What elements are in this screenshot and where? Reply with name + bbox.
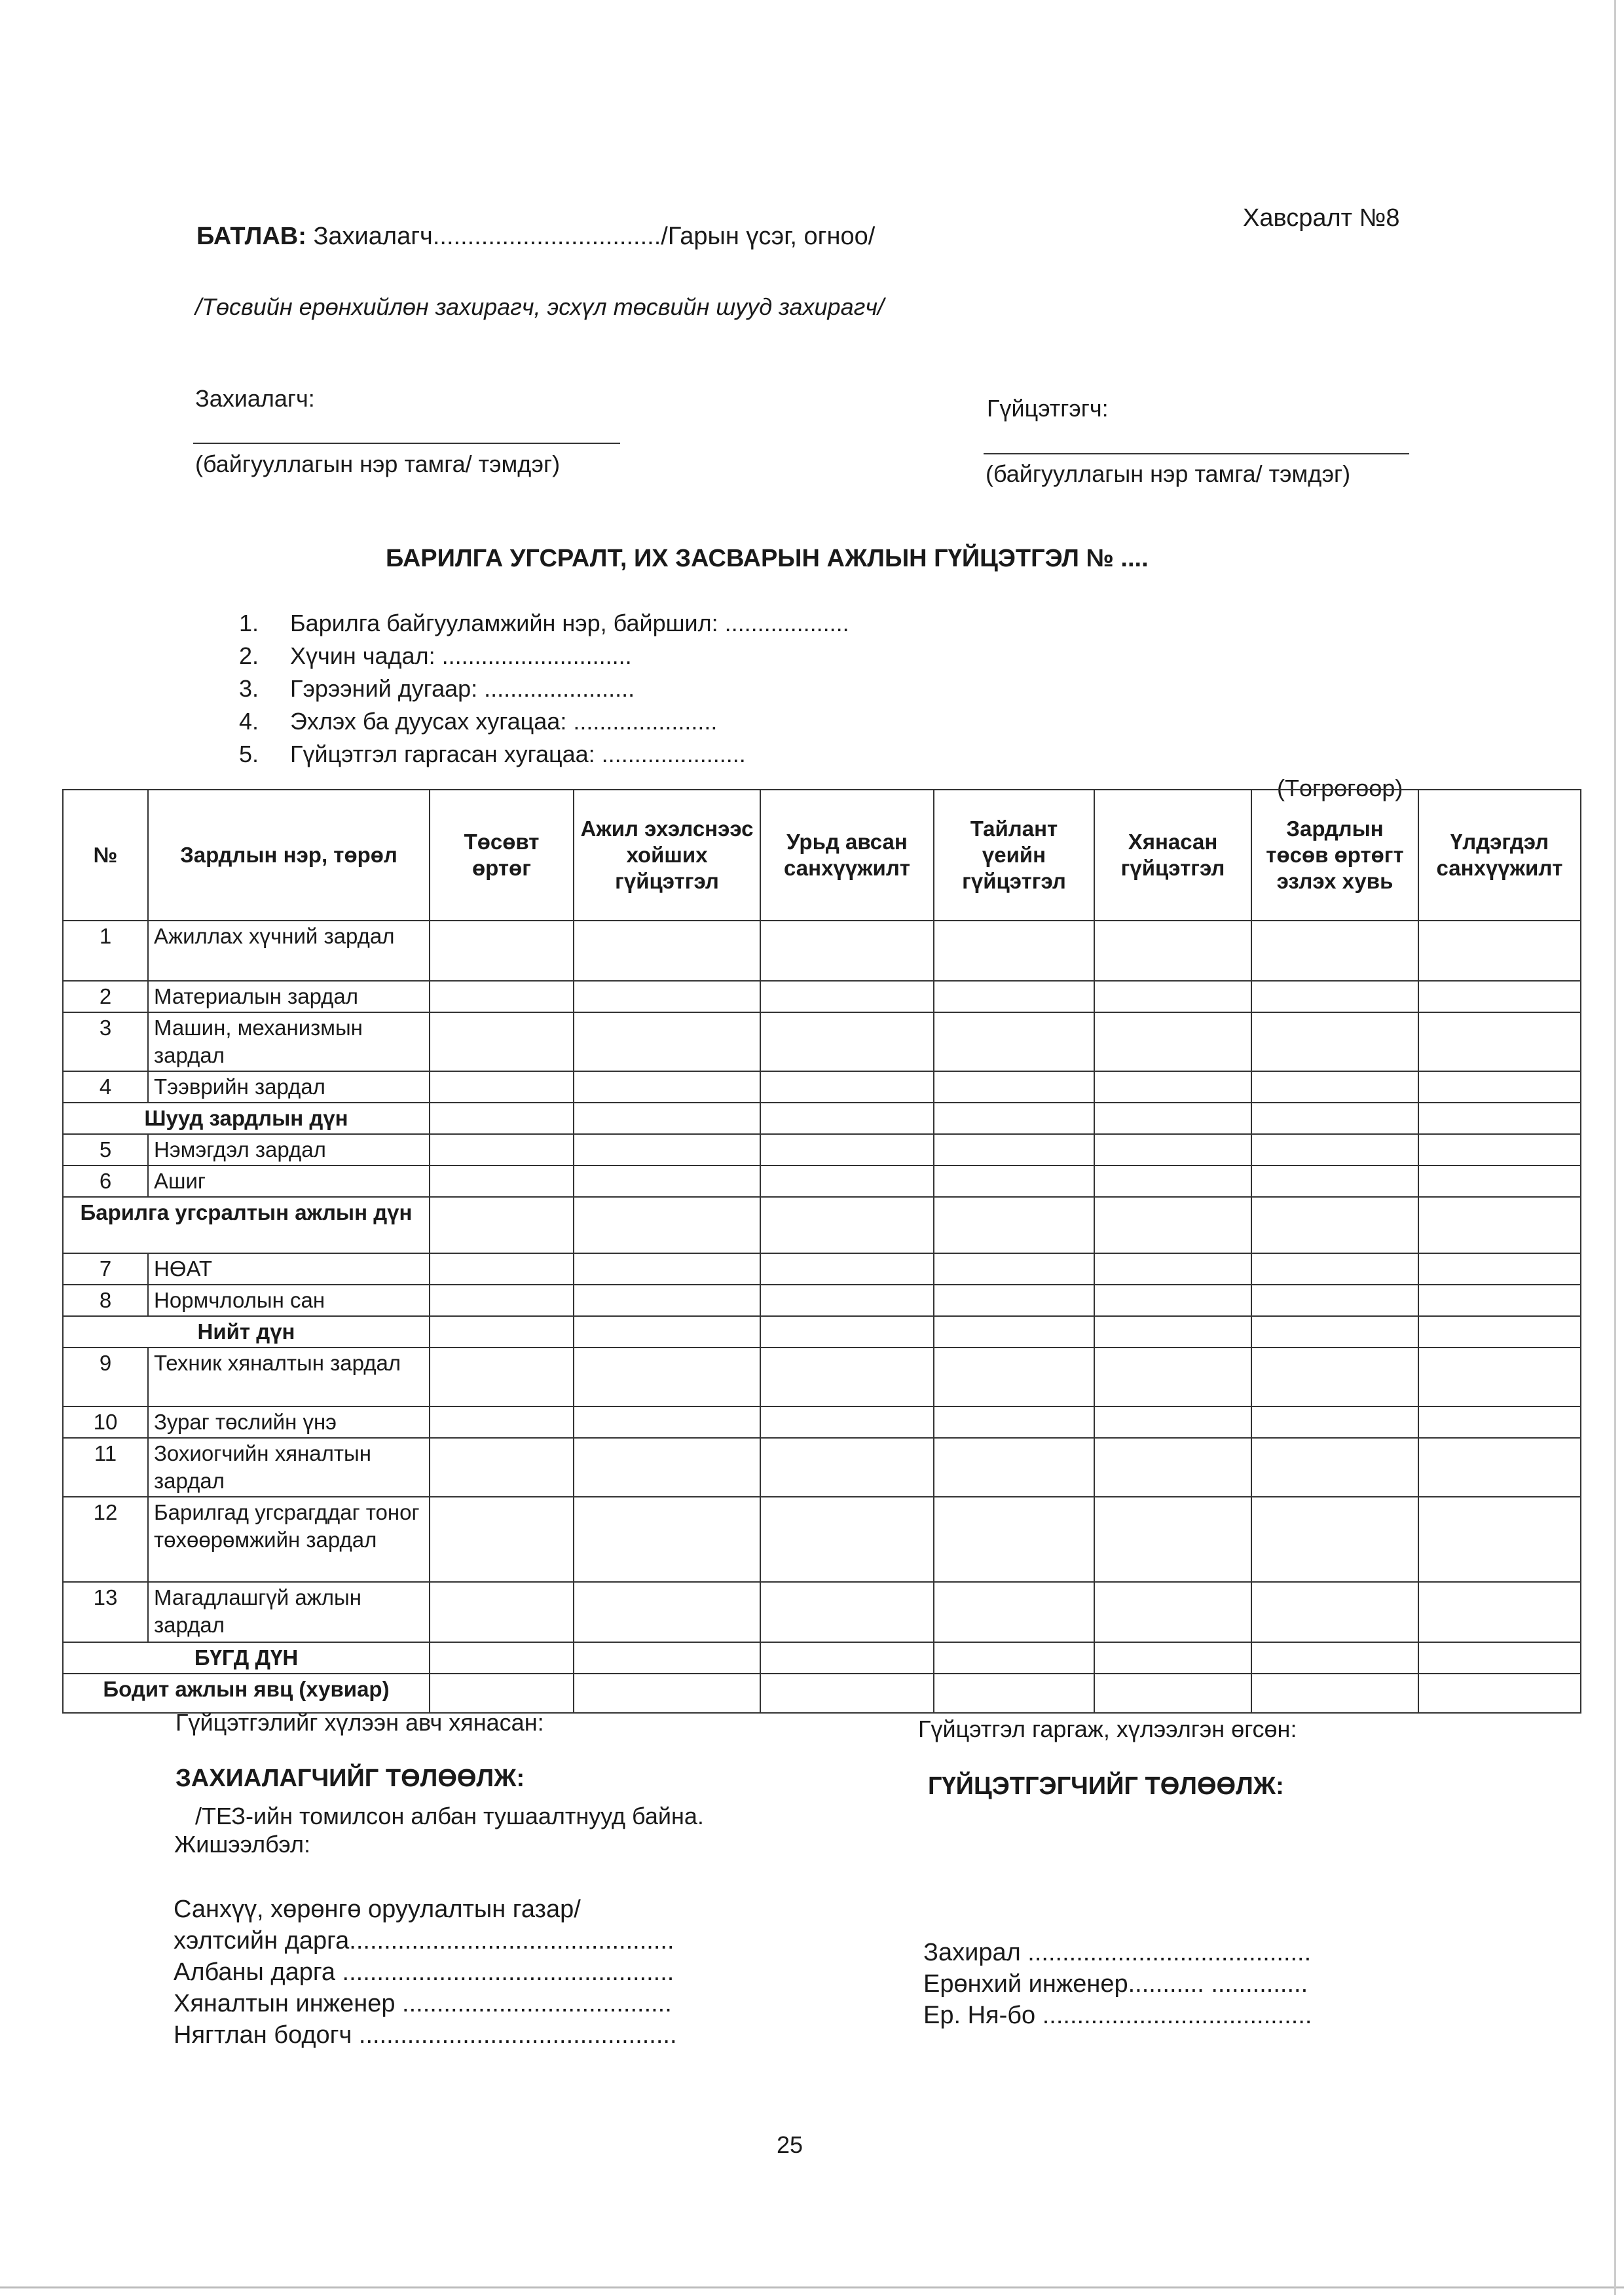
customer-signatories xyxy=(174,1894,677,2051)
table-cell[interactable] xyxy=(1418,1316,1581,1348)
customer-label: Захиалагч: xyxy=(195,385,315,412)
table-cell[interactable] xyxy=(430,1642,574,1674)
contractor-label: Гүйцэтгэгч: xyxy=(987,395,1109,422)
table-row xyxy=(63,1438,1581,1497)
table-cell[interactable] xyxy=(430,1103,574,1134)
row-subtotal-label: Шууд зардлын дүн xyxy=(63,1103,430,1134)
table-cell[interactable] xyxy=(1251,1348,1418,1406)
col-header: Зардлын нэр, төрөл xyxy=(148,790,430,921)
table-cell[interactable] xyxy=(574,1582,760,1642)
table-cell[interactable] xyxy=(934,1253,1094,1285)
table-cell[interactable] xyxy=(574,1348,760,1406)
signatory-line: Санхүү, хөрөнгө оруулалтын газар/ xyxy=(174,1896,581,1923)
table-cell[interactable] xyxy=(574,1134,760,1166)
table-cell[interactable] xyxy=(574,1012,760,1071)
table-cell[interactable] xyxy=(574,1197,760,1253)
table-cell[interactable] xyxy=(1418,1071,1581,1103)
table-cell[interactable] xyxy=(430,1285,574,1316)
table-cell[interactable] xyxy=(1251,1103,1418,1134)
row-number: 9 xyxy=(63,1348,148,1406)
table-cell[interactable] xyxy=(1251,1012,1418,1071)
received-label: Гүйцэтгэлийг хүлээн авч хянасан: xyxy=(175,1709,544,1736)
table-cell[interactable] xyxy=(574,1406,760,1438)
table-cell[interactable] xyxy=(934,1071,1094,1103)
signatory-line: Нягтлан бодогч .............................................. xyxy=(174,2021,677,2049)
table-cell[interactable] xyxy=(760,1582,934,1642)
table-cell[interactable] xyxy=(574,1103,760,1134)
table-cell[interactable] xyxy=(1251,1406,1418,1438)
table-cell[interactable] xyxy=(1094,1316,1251,1348)
table-cell[interactable] xyxy=(1094,1253,1251,1285)
table-header-row xyxy=(63,790,1581,921)
customer-rep-heading: ЗАХИАЛАГЧИЙГ ТӨЛӨӨЛЖ: xyxy=(175,1765,525,1792)
table-cell[interactable] xyxy=(1094,1406,1251,1438)
row-number: 1 xyxy=(63,921,148,981)
table-row xyxy=(63,1166,1581,1197)
table-cell[interactable] xyxy=(760,921,934,981)
row-number: 5 xyxy=(63,1134,148,1166)
table-cell[interactable] xyxy=(1251,1674,1418,1713)
table-cell[interactable] xyxy=(1094,921,1251,981)
table-cell[interactable] xyxy=(1251,921,1418,981)
table-cell[interactable] xyxy=(934,1285,1094,1316)
table-cell[interactable] xyxy=(574,1253,760,1285)
table-cell[interactable] xyxy=(1418,981,1581,1012)
table-cell[interactable] xyxy=(934,1438,1094,1497)
row-name: Ашиг xyxy=(148,1166,430,1197)
info-list xyxy=(239,607,849,771)
table-cell[interactable] xyxy=(1094,1197,1251,1253)
table-row xyxy=(63,1012,1581,1071)
table-cell[interactable] xyxy=(1418,1253,1581,1285)
document-title: БАРИЛГА УГСРАЛТ, ИХ ЗАСВАРЫН АЖЛЫН ГҮЙЦЭТГЭЛ № .... xyxy=(386,545,1149,572)
table-cell[interactable] xyxy=(1418,1103,1581,1134)
table-cell[interactable] xyxy=(430,1012,574,1071)
table-cell[interactable] xyxy=(760,1166,934,1197)
table-cell[interactable] xyxy=(1251,981,1418,1012)
customer-note: (байгууллагын нэр тамга/ тэмдэг) xyxy=(195,450,561,477)
table-cell[interactable] xyxy=(934,1166,1094,1197)
signatory-line: Ер. Ня-бо ....................................... xyxy=(923,2002,1312,2029)
table-cell[interactable] xyxy=(934,1582,1094,1642)
row-number: 2 xyxy=(63,981,148,1012)
table-cell[interactable] xyxy=(934,1497,1094,1582)
performance-table xyxy=(62,789,1581,1714)
table-cell[interactable] xyxy=(934,981,1094,1012)
table-row xyxy=(63,1197,1581,1253)
table-cell[interactable] xyxy=(1418,1406,1581,1438)
table-cell[interactable] xyxy=(1094,1285,1251,1316)
table-cell[interactable] xyxy=(1251,1197,1418,1253)
example-label: Жишээлбэл: xyxy=(174,1831,310,1858)
table-cell[interactable] xyxy=(934,1103,1094,1134)
table-cell[interactable] xyxy=(760,1071,934,1103)
table-cell[interactable] xyxy=(574,1497,760,1582)
contractor-signature-line xyxy=(984,453,1409,454)
table-cell[interactable] xyxy=(1251,1642,1418,1674)
table-row xyxy=(63,1674,1581,1713)
row-name: Машин, механизмын зардал xyxy=(148,1012,430,1071)
row-number: 4 xyxy=(63,1071,148,1103)
table-cell[interactable] xyxy=(574,981,760,1012)
table-cell[interactable] xyxy=(1094,1497,1251,1582)
table-cell[interactable] xyxy=(934,1316,1094,1348)
row-number: 10 xyxy=(63,1406,148,1438)
signatory-line: Ерөнхий инженер........... .............. xyxy=(923,1970,1308,1998)
table-cell[interactable] xyxy=(1418,1674,1581,1713)
table-cell[interactable] xyxy=(1418,1012,1581,1071)
approve-label: БАТЛАВ: xyxy=(196,223,306,250)
list-item: 4. Эхлэх ба дуусах хугацаа: ...................... xyxy=(239,708,718,735)
signatory-line: Захирал ......................................... xyxy=(923,1939,1312,1966)
table-cell[interactable] xyxy=(934,1642,1094,1674)
table-cell[interactable] xyxy=(1094,1071,1251,1103)
table-cell[interactable] xyxy=(574,1166,760,1197)
table-row xyxy=(63,1348,1581,1406)
col-header: Үлдэгдэл санхүүжилт xyxy=(1418,790,1581,921)
table-cell[interactable] xyxy=(1094,1134,1251,1166)
approve-text: Захиалагч................................./Гарын үсэг, огноо/ xyxy=(306,223,876,250)
table-cell[interactable] xyxy=(760,1134,934,1166)
col-header: Ажил эхэлснээс хойших гүйцэтгэл xyxy=(574,790,760,921)
table-cell[interactable] xyxy=(1251,1497,1418,1582)
delivered-label: Гүйцэтгэл гаргаж, хүлээлгэн өгсөн: xyxy=(918,1716,1297,1742)
list-item: 3. Гэрээний дугаар: ....................... xyxy=(239,675,635,702)
table-cell[interactable] xyxy=(1094,1582,1251,1642)
table-cell[interactable] xyxy=(934,1012,1094,1071)
table-cell[interactable] xyxy=(1094,1348,1251,1406)
table-cell[interactable] xyxy=(1094,1642,1251,1674)
row-subtotal-label: БҮГД ДҮН xyxy=(63,1642,430,1674)
row-name: НӨАТ xyxy=(148,1253,430,1285)
table-cell[interactable] xyxy=(760,1497,934,1582)
table-cell[interactable] xyxy=(1418,1348,1581,1406)
table-cell[interactable] xyxy=(1418,1285,1581,1316)
row-number: 3 xyxy=(63,1012,148,1071)
table-cell[interactable] xyxy=(1251,1316,1418,1348)
table-cell[interactable] xyxy=(430,1674,574,1713)
table-cell[interactable] xyxy=(430,921,574,981)
table-cell[interactable] xyxy=(1251,1134,1418,1166)
table-cell[interactable] xyxy=(760,1012,934,1071)
table-cell[interactable] xyxy=(1418,1166,1581,1197)
table-row xyxy=(63,1285,1581,1316)
table-row xyxy=(63,921,1581,981)
table-cell[interactable] xyxy=(574,921,760,981)
table-cell[interactable] xyxy=(760,1674,934,1713)
table-cell[interactable] xyxy=(574,1674,760,1713)
table-cell[interactable] xyxy=(760,1285,934,1316)
row-name: Материалын зардал xyxy=(148,981,430,1012)
contractor-rep-heading: ГҮЙЦЭТГЭГЧИЙГ ТӨЛӨӨЛЖ: xyxy=(928,1772,1284,1800)
contractor-note: (байгууллагын нэр тамга/ тэмдэг) xyxy=(986,460,1351,487)
row-name: Техник хяналтын зардал xyxy=(148,1348,430,1406)
table-cell[interactable] xyxy=(1094,1103,1251,1134)
table-cell[interactable] xyxy=(934,1134,1094,1166)
table-cell[interactable] xyxy=(760,1642,934,1674)
table-cell[interactable] xyxy=(430,1348,574,1406)
row-name: Тээврийн зардал xyxy=(148,1071,430,1103)
row-number: 8 xyxy=(63,1285,148,1316)
row-subtotal-label: Бодит ажлын явц (хувиар) xyxy=(63,1674,430,1713)
table-cell[interactable] xyxy=(430,1253,574,1285)
col-header: Зардлын төсөв өртөгт эзлэх хувь xyxy=(1251,790,1418,921)
row-number: 13 xyxy=(63,1582,148,1642)
appendix-label: Хавсралт №8 xyxy=(1243,204,1400,232)
table-cell[interactable] xyxy=(1094,981,1251,1012)
table-cell[interactable] xyxy=(934,1674,1094,1713)
scan-edge-bottom xyxy=(0,2286,1624,2288)
table-cell[interactable] xyxy=(760,1103,934,1134)
customer-signature-line xyxy=(193,443,620,444)
table-row xyxy=(63,1134,1581,1166)
currency-note: (Төгрөгөөр) xyxy=(1277,775,1403,801)
budget-manager-note: /Төсвийн ерөнхийлөн захирагч, эсхүл төсвийн шууд захирагч/ xyxy=(195,293,884,320)
table-cell[interactable] xyxy=(1418,1197,1581,1253)
table-cell[interactable] xyxy=(574,1316,760,1348)
scan-edge-right xyxy=(1614,0,1616,2295)
table-cell[interactable] xyxy=(430,1406,574,1438)
table-cell[interactable] xyxy=(430,1071,574,1103)
tez-note: /ТЕЗ-ийн томилсон албан тушаалтнууд байна. xyxy=(195,1803,704,1829)
table-cell[interactable] xyxy=(934,1406,1094,1438)
table-row xyxy=(63,1316,1581,1348)
row-name: Нэмэгдэл зардал xyxy=(148,1134,430,1166)
table-row xyxy=(63,1582,1581,1642)
table-cell[interactable] xyxy=(574,1642,760,1674)
table-cell[interactable] xyxy=(760,1197,934,1253)
table-cell[interactable] xyxy=(760,1316,934,1348)
table-cell[interactable] xyxy=(934,1197,1094,1253)
table-cell[interactable] xyxy=(430,1166,574,1197)
row-name: Барилгад угсрагддаг тоног төхөөрөмжийн зардал xyxy=(148,1497,430,1582)
list-item: 1. Барилга байгууламжийн нэр, байршил: ................... xyxy=(239,610,849,636)
table-cell[interactable] xyxy=(430,1582,574,1642)
table-cell[interactable] xyxy=(934,1348,1094,1406)
row-number: 11 xyxy=(63,1438,148,1497)
list-item: 2. Хүчин чадал: ............................. xyxy=(239,642,632,669)
table-cell[interactable] xyxy=(760,1348,934,1406)
table-cell[interactable] xyxy=(1418,1642,1581,1674)
list-item: 5. Гүйцэтгэл гаргасан хугацаа: ...................... xyxy=(239,741,746,767)
table-cell[interactable] xyxy=(1094,1674,1251,1713)
row-number: 12 xyxy=(63,1497,148,1582)
col-header: Төсөвт өртөг xyxy=(430,790,574,921)
table-cell[interactable] xyxy=(1251,1438,1418,1497)
table-row xyxy=(63,1071,1581,1103)
table-cell[interactable] xyxy=(1251,1071,1418,1103)
table-row xyxy=(63,1642,1581,1674)
table-cell[interactable] xyxy=(574,1285,760,1316)
table-cell[interactable] xyxy=(1418,1134,1581,1166)
table-cell[interactable] xyxy=(430,1197,574,1253)
table-row xyxy=(63,981,1581,1012)
table-cell[interactable] xyxy=(430,1316,574,1348)
table-row xyxy=(63,1406,1581,1438)
table-cell[interactable] xyxy=(574,1071,760,1103)
table-cell[interactable] xyxy=(430,1438,574,1497)
table-cell[interactable] xyxy=(1251,1582,1418,1642)
table-cell[interactable] xyxy=(1251,1253,1418,1285)
table-cell[interactable] xyxy=(1418,921,1581,981)
table-row xyxy=(63,1253,1581,1285)
signatory-line: Албаны дарга ................................................ xyxy=(174,1958,674,1986)
table-row xyxy=(63,1103,1581,1134)
table-cell[interactable] xyxy=(430,1134,574,1166)
row-number: 6 xyxy=(63,1166,148,1197)
signatory-line: Хяналтын инженер ....................................... xyxy=(174,1990,672,2017)
row-subtotal-label: Барилга угсралтын ажлын дүн xyxy=(63,1197,430,1253)
page-number: 25 xyxy=(777,2131,803,2158)
contractor-signatories xyxy=(923,1937,1312,2031)
signatory-line: хэлтсийн дарга............................................... xyxy=(174,1927,674,1955)
table-cell[interactable] xyxy=(934,921,1094,981)
table-cell[interactable] xyxy=(430,1497,574,1582)
table-cell[interactable] xyxy=(760,981,934,1012)
table-cell[interactable] xyxy=(1094,1012,1251,1071)
table-cell[interactable] xyxy=(1418,1582,1581,1642)
table-cell[interactable] xyxy=(1251,1166,1418,1197)
table-cell[interactable] xyxy=(574,1438,760,1497)
row-name: Нормчлолын сан xyxy=(148,1285,430,1316)
approval-line xyxy=(196,223,875,251)
row-number: 7 xyxy=(63,1253,148,1285)
col-header: № xyxy=(63,790,148,921)
table-cell[interactable] xyxy=(760,1438,934,1497)
row-subtotal-label: Нийт дүн xyxy=(63,1316,430,1348)
table-row xyxy=(63,1497,1581,1582)
table-cell[interactable] xyxy=(1251,1285,1418,1316)
col-header: Тайлант үеийн гүйцэтгэл xyxy=(934,790,1094,921)
table-cell[interactable] xyxy=(1094,1438,1251,1497)
row-name: Магадлашгүй ажлын зардал xyxy=(148,1582,430,1642)
row-name: Зураг төслийн үнэ xyxy=(148,1406,430,1438)
table-cell[interactable] xyxy=(760,1253,934,1285)
col-header: Урьд авсан санхүүжилт xyxy=(760,790,934,921)
col-header: Хянасан гүйцэтгэл xyxy=(1094,790,1251,921)
row-name: Зохиогчийн хяналтын зардал xyxy=(148,1438,430,1497)
row-name: Ажиллах хүчний зардал xyxy=(148,921,430,981)
table-cell[interactable] xyxy=(1418,1497,1581,1582)
table-cell[interactable] xyxy=(1094,1166,1251,1197)
table-cell[interactable] xyxy=(760,1406,934,1438)
table-cell[interactable] xyxy=(1418,1438,1581,1497)
table-cell[interactable] xyxy=(430,981,574,1012)
